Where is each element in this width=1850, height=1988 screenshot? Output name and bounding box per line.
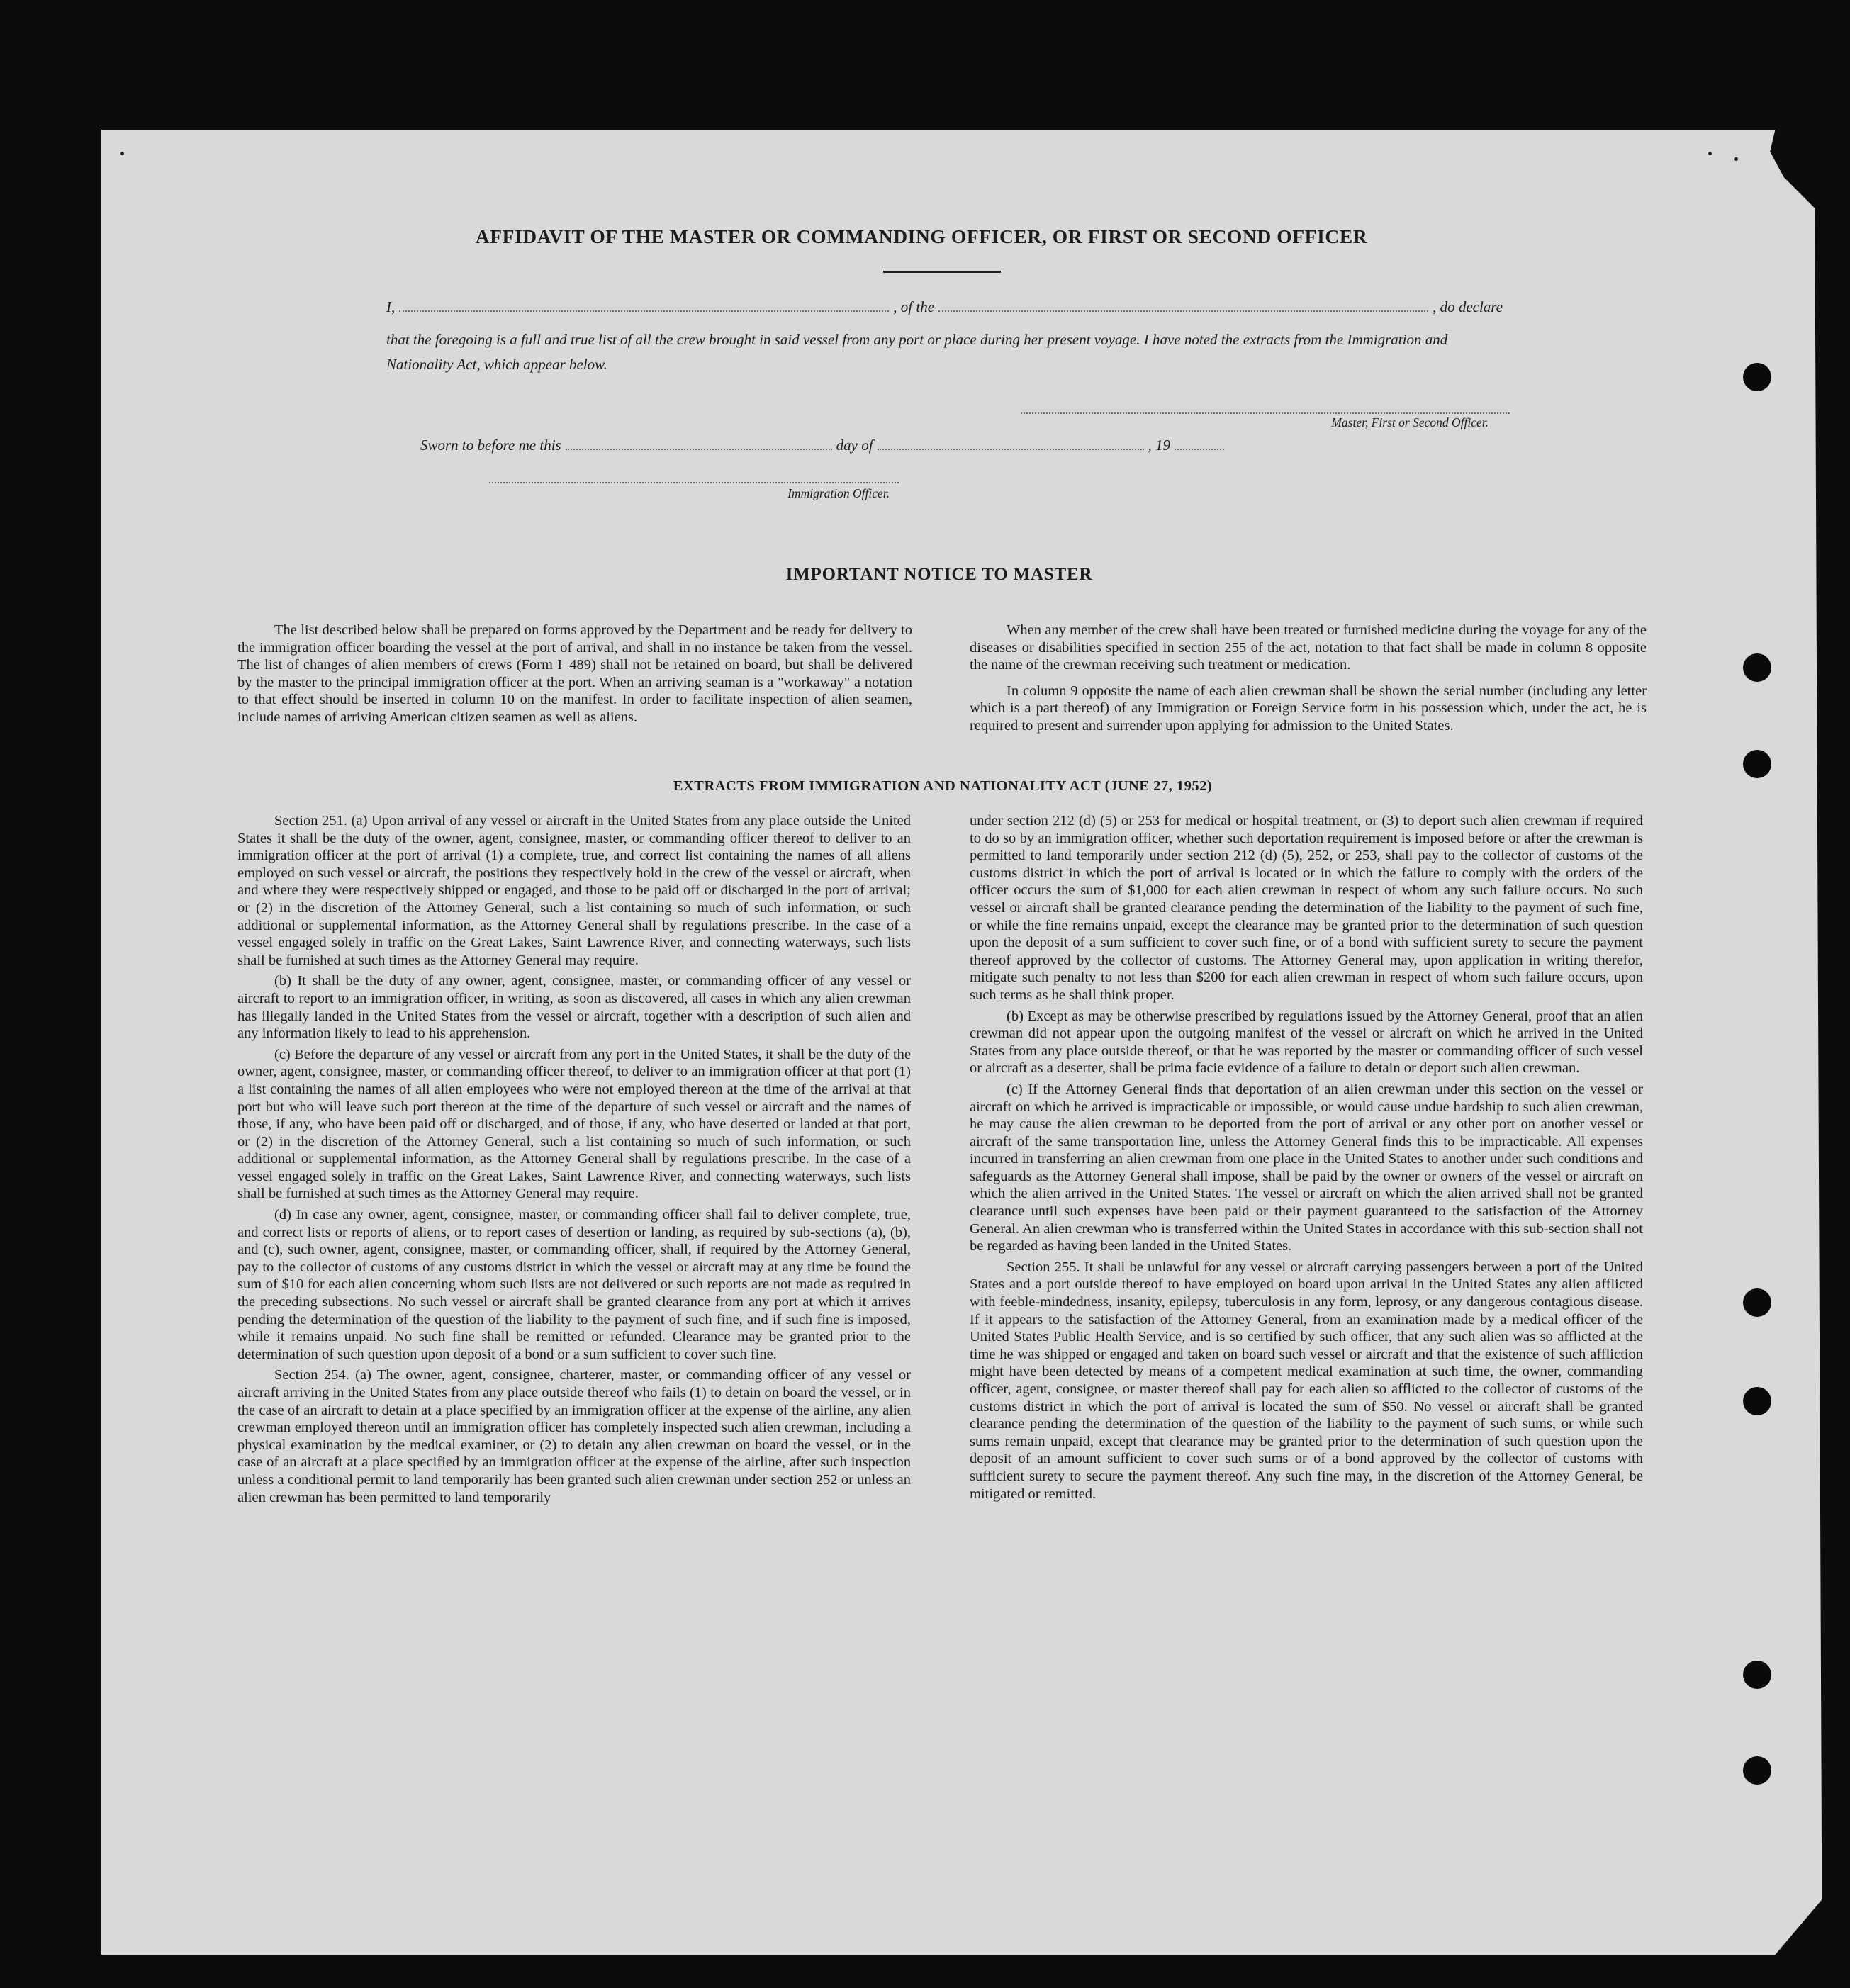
notice-title: IMPORTANT NOTICE TO MASTER (785, 565, 1093, 584)
vessel-name-blank[interactable] (938, 300, 1428, 312)
punch-hole (1743, 1756, 1771, 1785)
punch-hole (1743, 1288, 1771, 1317)
section-254-b: (b) Except as may be otherwise prescribed by regulations issued by the Attorney General, proof that an alien crewman did not appear upon the outgoing manifest of the vessel or aircraft on which he arrived in the United States from any place outside thereof, or that he was reported by the master or commanding officer of such vessel or aircraft as a deserter, shall be prima facie evidence of a failure to detain or deport such alien crewman. (970, 1008, 1643, 1077)
officer-name-blank[interactable] (399, 300, 889, 312)
immigration-officer-signature-blank[interactable] (489, 482, 899, 483)
notice-paragraph: In column 9 opposite the name of each alien crewman shall be shown the serial number (including any letter which is a part thereof) of any Immigration or Foreign Service form in his possession which, under the act, he is required to present and surrender upon applying for admission to the United States. (970, 683, 1647, 734)
scan-speck (1734, 157, 1738, 161)
punch-hole (1743, 750, 1771, 778)
affidavit-declaration-line (386, 298, 1503, 316)
sworn-year-label: , 19 (1148, 437, 1170, 454)
sworn-day-of-label: day of (836, 437, 873, 454)
notice-paragraph: When any member of the crew shall have been treated or furnished medicine during the voyage for any of the diseases or disabilities specified in section 255 of the act, notation to that fact shall be made in column 8 opposite the name of the crewman receiving such treatment or medication. (970, 622, 1647, 673)
immigration-officer-caption: Immigration Officer. (787, 486, 890, 500)
notice-paragraph: The list described below shall be prepared on forms approved by the Department and be ready for delivery to the immigration officer boarding the vessel at the port of arrival, and shall in no instance be taken from the vessel. The list of changes of alien members of crews (Form I–489) shall not be retained on board, but shall be delivered by the master to the principal immigration officer at the port. When an arriving seaman is a "workaway" a notation to that effect should be inserted in column 10 on the manifest. In order to facilitate inspection of alien seamen, include names of arriving American citizen seamen as well as aliens. (237, 622, 912, 725)
punch-hole (1743, 653, 1771, 682)
punch-hole (1743, 1387, 1771, 1415)
section-254-a: Section 254. (a) The owner, agent, consignee, charterer, master, or commanding officer of any vessel or aircraft arriving in the United States from any place outside thereof who fails (1) to detain on board the vessel, or in the case of an aircraft to detain at a place specified by an immigration officer at the expense of the airline, any alien crewman employed thereon until an immigration officer has completely inspected such alien crewman, including a physical examination by the medical examiner, or (2) to detain any alien crewman on board the vessel, or in the case of an aircraft at a place specified by an immigration officer at the expense of the airline, after such inspection unless a conditional permit to land temporarily has been granted such alien crewman under section 252 or unless an alien crewman has been permitted to land temporarily (237, 1367, 911, 1505)
extracts-right-column (970, 812, 1643, 1506)
scan-speck (1708, 152, 1712, 155)
sworn-year-blank[interactable] (1175, 438, 1224, 450)
affidavit-title: AFFIDAVIT OF THE MASTER OR COMMANDING OFFICER, OR FIRST OR SECOND OFFICER (475, 225, 1368, 247)
section-251-b: (b) It shall be the duty of any owner, agent, consignee, master, or commanding officer of any vessel or aircraft to report to an immigration officer, in writing, as soon as discovered, all cases in which any alien crewman has illegally landed in the United States from the vessel or aircraft, together with a description of such alien and any information likely to lead to his apprehension. (237, 973, 911, 1042)
notice-right-column (970, 622, 1647, 743)
affidavit-of-the-label: , of the (893, 298, 935, 315)
section-254-a-continued: under section 212 (d) (5) or 253 for medical or hospital treatment, or (3) to deport such alien crewman if required to do so by an immigration officer, whether such deportation requirement is imposed before or after the crewman is permitted to land temporarily under section 212 (d) (5), 252, or 253, shall pay to the collector of customs of the customs district in which the port of arrival is located or in which the failure to comply with the orders of the officer occurs the sum of $1,000 for each alien crewman in respect of whom any such failure occurs. No such vessel or aircraft shall be granted clearance pending the determination of the liability to the payment of such fine, or while the fine remains unpaid, except the clearance may be granted prior to the determination of such question upon the deposit of a sum sufficient to cover such fine, or of a bond with sufficient surety to secure the payment thereof approved by the collector of customs. The Attorney General may, upon application in writing therefor, mitigate such penalty to not less than $200 for each alien crewman in respect of whom such failure occurs, upon such terms as he shall think proper. (970, 813, 1643, 1003)
affidavit-statement: that the foregoing is a full and true list of all the crew brought in said vessel from any port or place during her present voyage. I have noted the extracts from the Immigration and Nationality Act, which appear below. (386, 331, 1448, 373)
sworn-month-blank[interactable] (878, 438, 1144, 450)
notice-left-column (237, 622, 912, 734)
sworn-line (420, 437, 1228, 454)
section-251-a: Section 251. (a) Upon arrival of any vessel or aircraft in the United States from any place outside the United States it shall be the duty of the owner, agent, consignee, master, or commanding officer thereof to deliver to an immigration officer at the port of arrival (1) a complete, true, and correct list containing the names of all aliens employed on such vessel or aircraft, the positions they respectively hold in the crew of the vessel or aircraft, when and where they were respectively shipped or engaged, and those to be paid off or discharged in the port of arrival; or (2) in the discretion of the Attorney General, such a list containing so much of such information, or such additional or supplemental information, as the Attorney General shall by regulations prescribe. In the case of a vessel engaged solely in traffic on the Great Lakes, Saint Lawrence River, and connecting waterways, such lists shall be furnished at such times as the Attorney General may require. (237, 813, 911, 968)
master-signature-blank[interactable] (1021, 412, 1510, 414)
extracts-left-column (237, 812, 911, 1510)
section-255: Section 255. It shall be unlawful for any vessel or aircraft carrying passengers between a port of the United States and a port outside thereof to have employed on board upon arrival in the United States any alien afflicted with feeble-mindedness, insanity, epilepsy, tuberculosis in any form, leprosy, or any dangerous contagious disease. If it appears to the satisfaction of the Attorney General, from an examination made by a medical officer of the United States Public Health Service, and is so certified by such officer, that any such alien was so afflicted at the time he was shipped or engaged and taken on board such vessel or aircraft and that the existence of such affliction might have been detected by means of a competent medical examination at such time, the owner, commanding officer, agent, consignee, or master thereof shall pay for each alien so afflicted to the collector of customs of the customs district in which the port of arrival is located the sum of $50. No vessel or aircraft shall be granted clearance pending the determination of the question of the liability to the payment of such sums, or while such sums remain unpaid, except that clearance may be granted prior to the determination of such question upon the deposit of an amount sufficient to cover such sums or of a bond approved by the collector of customs with sufficient surety to secure the payment thereof. Any such fine may, in the discretion of the Attorney General, be mitigated or remitted. (970, 1259, 1643, 1502)
extracts-title: EXTRACTS FROM IMMIGRATION AND NATIONALITY ACT (JUNE 27, 1952) (673, 778, 1213, 794)
scan-speck (120, 152, 124, 155)
master-signature-caption: Master, First or Second Officer. (1331, 415, 1489, 429)
affidavit-do-declare-label: , do declare (1433, 298, 1503, 315)
section-251-d: (d) In case any owner, agent, consignee, master, or commanding officer shall fail to deliver complete, true, and correct lists or reports of aliens, or to report cases of desertion or landing, as required by sub-sections (a), (b), and (c), such owner, agent, consignee, master, or commanding officer, shall, if required by the Attorney General, pay to the collector of customs of any customs district in which the vessel or aircraft may at any time be found the sum of $10 for each alien concerning whom such lists are not delivered or such reports are not made as required in the preceding subsections. No such vessel or aircraft shall be granted clearance from any port at which it arrives pending the determination of the question of the liability to the payment of such fine, and if such fine is imposed, while it remains unpaid. No such fine shall be remitted or refunded. Clearance may be granted prior to the determination of such question upon deposit of a bond or a sum sufficient to cover such fine. (237, 1207, 911, 1362)
title-underline (883, 271, 1001, 273)
sworn-prefix: Sworn to before me this (420, 437, 561, 454)
punch-hole (1743, 1661, 1771, 1689)
section-254-c: (c) If the Attorney General finds that deportation of an alien crewman under this section on the vessel or aircraft on which he arrived is impracticable or impossible, or would cause undue hardship to such alien crewman, he may cause the alien crewman to be deported from the port of arrival or any other port on another vessel or aircraft of the same transportation line, unless the Attorney General finds this to be impracticable. All expenses incurred in transferring an alien crewman from one place in the United States to another under such conditions and safeguards as the Attorney General shall impose, shall be paid by the owner or owners of the vessel or aircraft on which the alien arrived in the United States. The vessel or aircraft on which the alien arrived shall not be granted clearance until such expenses have been paid or their payment guaranteed to the satisfaction of the Attorney General. An alien crewman who is transferred within the United States in accordance with this sub-section shall not be regarded as having been landed in the United States. (970, 1081, 1643, 1254)
sworn-day-blank[interactable] (566, 438, 832, 450)
punch-hole (1743, 363, 1771, 391)
affidavit-i-label: I, (386, 298, 396, 315)
section-251-c: (c) Before the departure of any vessel or aircraft from any port in the United States, it shall be the duty of the owner, agent, consignee, master, or commanding officer thereof, to deliver to an immigration officer at that port (1) a list containing the names of all alien employees who were not employed thereon at the time of the arrival at that port but who will leave such port thereon at the time of the departure of such vessel or aircraft and the names of those, if any, who have been paid off or discharged, and of those, if any, who have deserted or landed at that port, or (2) in the discretion of the Attorney General, such a list containing so much of such information, or such additional or supplemental information, as the Attorney General shall by regulations prescribe. In the case of a vessel engaged solely in traffic on the Great Lakes, Saint Lawrence River, and connecting waterways, such lists shall be furnished at such times as the Attorney General may require. (237, 1046, 911, 1202)
